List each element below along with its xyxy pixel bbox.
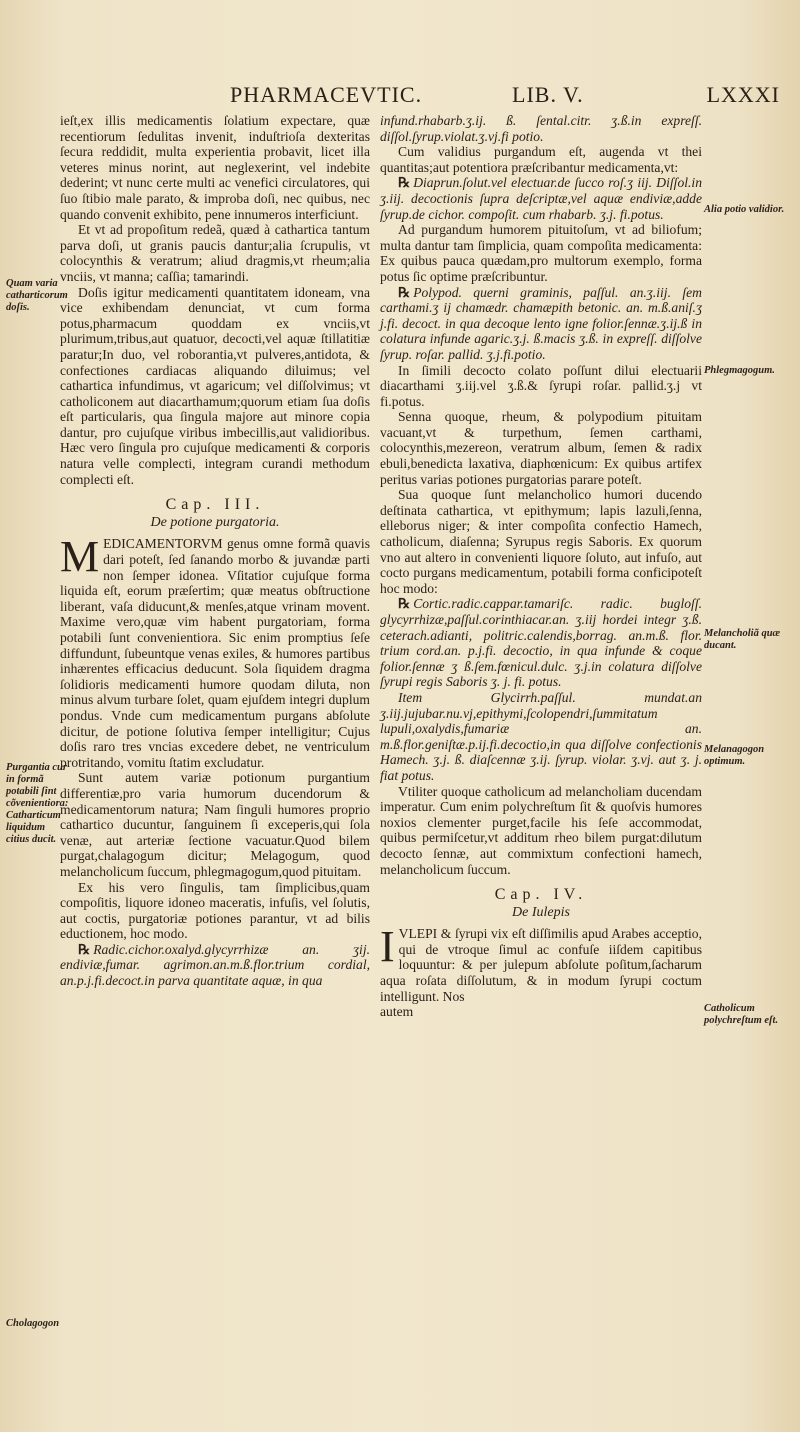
prescription [380,285,702,363]
paragraph: Sunt autem variæ potionum purgantium differentiæ,pro varia humorum ducendorum & medicamentorum natura; Nam ſinguli humores proprio cathartico ducuntur, ſanguinem ſi exceperis,qui ſola venæ, aut arteriæ ſectione vacuatur.Quod bilem purgat,chalagogum dicitur; Melagogum, quod melancholicum ſuccum, phlegmagogum,quod pituitam. [60,770,370,879]
margin-note: Melancholiã quæ ducant. [704,628,781,651]
paragraph: Ex his vero ſingulis, tam ſimplicibus,quam compoſitis, liquore idoneo maceratis, infuſis, vel ſolutis, aut coctis, purgatoriæ potiones parantur, vt ad bilis eductionem, hoc modo. [60,879,370,942]
paragraph: Senna quoque, rheum, & polypodium pituitam vacuant,vt & turpethum, ſemen carthami, colocynthis,mezereon, veratrum album, ſemen & radix ebuli,benedicta laxativa, diaphœnicum: Ex quibus artifex peritus varias potiones purgatorias parare poteſt. [380,409,702,487]
header-book-number: LIB. V. [512,82,584,107]
chapter-heading: Cap. III. [165,496,265,514]
drop-cap: M [60,532,100,582]
chapter-heading: Cap. IV. [494,886,588,904]
paragraph [60,532,370,770]
paragraph: Cum validius purgandum eſt, augenda vt thei quantitas;aut potentiora præſcribantur medicamenta,vt: [380,144,702,175]
paragraph-text: VLEPI & ſyrupi vix eſt diſſimilis apud Arabes acceptio, qui de vtroque ſimul ac confuſe iiſdem capitibus loquuntur: & per julepum abſolute poſitum,ſacharum aqua roſata diſſolutum, & in modum ſyrupi coctum intelligunt. Nos [380,926,702,1004]
prescription-text: Radic.cichor.oxalyd.glycyrrhizæ an. ʒij. endiviæ,fumar. agrimon.an.m.ß.flor.trium cordial, an.p.j.fi.decoct.in parva quantitate aquæ, in qua [60,941,370,989]
prescription-continued: infund.rhabarb.ʒ.ij. ß. ſental.citr. ʒ.ß.in expreſſ. diſſol.ſyrup.violat.ʒ.vj.fi potio. [380,113,702,144]
margin-note: Phlegmagogum. [704,365,775,376]
margin-note: Quam varia catharticorum doſis. [6,278,68,313]
margin-note: Catholicum polychreſtum eſt. [704,1003,779,1026]
prescription-text: Diaprun.ſolut.vel electuar.de ſucco roſ.ʒ iij. Diſſol.in ʒ.iij. decoctionis ſupra deſcriptæ,vel aquæ endiviæ,adde ſyrup.de cichor. compoſit. cum rhabarb. ʒ.j. fi.potus. [380,175,702,222]
prescription-text: Cortic.radic.cappar.tamariſc. radic. bugloſſ. glycyrrhizæ,paſſul.corinthiacar.an. ʒ.iij hordei integr ʒ.ß. ceterach.adianti, politric.calendis,borrag. an.m.ß. flor. trium cord.an. p.j.fi. decoctio, in qua infunde & coque folior.ſennæ ʒ ß.ſem.fœnicul.dulc. ʒ.j.in colatura diſſolve ſyrupi regis Saboris ʒ. j. fi. potus. [380,596,702,690]
prescription [380,175,702,222]
paragraph: Sua quoque ſunt melancholico humori ducendo deſtinata cathartica, vt epithymum; lapis lazuli,ſenna, elleborus niger; & inter compoſita confectio Hamech, catholicum, diaſenna; Syrupus regis Saboris. Ex quorum vno aut altero in convenienti liquore ſoluto, aut infuſo, aut cocto purgans medicamentum, potabili forma conficipoteſt hoc modo: [380,487,702,596]
chapter-subtitle: De potione purgatoria. [150,514,280,530]
paragraph: In ſimili decocto colato poſſunt dilui electuarii diacarthami ʒ.iij.vel ʒ.ß.& ſyrupi roſar. pallid.ʒ.j vt fi.potus. [380,362,702,409]
page-number: LXXXI [706,82,780,107]
paragraph: Doſis igitur medicamenti quantitatem idoneam, vna vice exhibendam denunciat, vt cum forma potus,pharmacum quoddam ex vnciis,vt plurimum,tribus,aut quatuor, decocti,vel aquæ ſtillatitiæ paratur;In duo, vel roborantia,vt pulveres,antidota, & confectiones cardiacas aliquando diluimus; vel cathartica infundimus, vt agaricum; vel diſſolvimus; vt catholiconem aut diacarthamum;quorum etiam ſua doſis eſt particularis, qua ſingula majore aut minore copia dantur, pro cujuſque viribus imbecillis,aut validioribus. Hæc vero ſingula pro cujuſque medicamenti & corporis natura velle complecti, integram curandi methodum complecti eſt. [60,284,370,487]
paragraph: Ad purgandum humorem pituitoſum, vt ad biliofum; multa dantur tam ſimplicia, quam compoſita medicamenta: Ex quibus pauca quædam,pro multorum exemplo, forma potus ſic optime præſcribuntur. [380,222,702,284]
right-column [380,113,702,1020]
drop-cap: I [380,922,395,972]
prescription [60,942,370,989]
prescription: Item Glycirrh.paſſul. mundat.an ʒ.iij.jujubar.nu.vj,epithymi,ſcolopendri,ſummitatum lupuli,oxalydis,fumariæ an. m.ß.flor.geniſtæ.p.ij.fi.decoctio,in qua diſſolve confectionis Hamech. ʒ.j. ß. diaſcennæ ʒ.ij. ſyrup. violar. ʒ.vj. aut ʒ. j. fiat potus. [380,689,702,783]
margin-note: Melanagogon optimum. [704,744,765,767]
recipe-symbol-icon: ℞ [398,596,411,612]
left-column [60,113,370,989]
paragraph [380,922,702,1004]
recipe-symbol-icon: ℞ [398,284,411,300]
margin-note: Purgantia cur in formã potabili ſint cõvenientiora: Catharticum liquidum citius ducit. [6,762,69,845]
header-title: PHARMACEVTIC. [230,82,423,107]
running-header [60,82,780,112]
recipe-symbol-icon: ℞ [398,175,411,191]
paragraph: Vtiliter quoque catholicum ad melancholiam ducendam imperatur. Cum enim polychreſtum ſit & quoſvis humores noxios clementer purget,facile his ſeſe accommodat, quibus permiſcetur,vt additum rheo bilem purgat:dilutum decocto ſennæ, aut commixtum confectioni hamech, melancholicum ſuccum. [380,783,702,877]
margin-note: Alia potio validior. [704,204,785,215]
recipe-symbol-icon: ℞ [78,941,91,957]
margin-note: Cholagogon [6,1318,60,1329]
prescription [380,596,702,690]
paragraph: Et vt ad propoſitum redeã, quæd à cathartica tantum parva doſi, ut granis paucis dantur;alia ſcrupulis, vt colocynthis & veratrum; aliud dragmis,vt rheum;alia vnciis, vt manna; caſſia; tamarindi. [60,222,370,284]
chapter-subtitle: De Iulepis [512,904,570,920]
paragraph-text: EDICAMENTORVM genus omne formã quavis dari poteſt, ſed ſanando morbo & juvandæ parti non ſemper idonea. Vſitatior cujuſque forma liquida eſt, eorum præſertim; quæ meatus obſtructione liberant, vaſa diducunt,& menſes,atque vrinam movent. Maxime vero,quæ vim habent purgatoriam, forma potabili ſunt convenientiora. Sic enim promptius ſeſe diffundunt, ſubeuntque venas exiles, & humores partibus inhærentes efficacius deducunt. Sola ſiquidem dragma ſolidioris medicamenti humore quodam diluta, non minus alvum turbare ſolet, quam ejuſdem integri duplum pondus. Vnde cum medicamentum purgans abſolute dicitur, de potione ſolutiva ſemper intelligitur; Cujus doſis raro tres vncias excedere debet, ne ventriculum protritando, vomitu ſtatim excludatur. [60,536,370,770]
prescription-text: Polypod. querni graminis, paſſul. an.ʒ.iij. ſem carthami.ʒ ij chamædr. chamæpith betonic. an. m.ß.aniſ.ʒ j.fi. decoct. in qua decoque lento igne folior.ſennæ.ʒ.ij.ß in colatura infunde agaric.ʒ.j. ß.macis ʒ.ß. in expreſſ. diſſolve ſyrup. roſar. pallid. ʒ.j.fi.potio. [380,284,702,362]
paragraph: ieſt,ex illis medicamentis ſolatium expectare, quæ recentiorum ſedulitas invenit, induſtrioſa dexteritas ſecura reddidit, multa experientia probavit, licet illa veteres minus norint, aut neglexerint, vel indebite dederint; vt nunc certe multi ac venefici circulatores, qui ſuo ſtibio male parato, & improba doſi, nec quibus, nec quando convenit exhibito, pene innumeros interficiunt. [60,113,370,222]
catchword: autem [380,1004,414,1020]
